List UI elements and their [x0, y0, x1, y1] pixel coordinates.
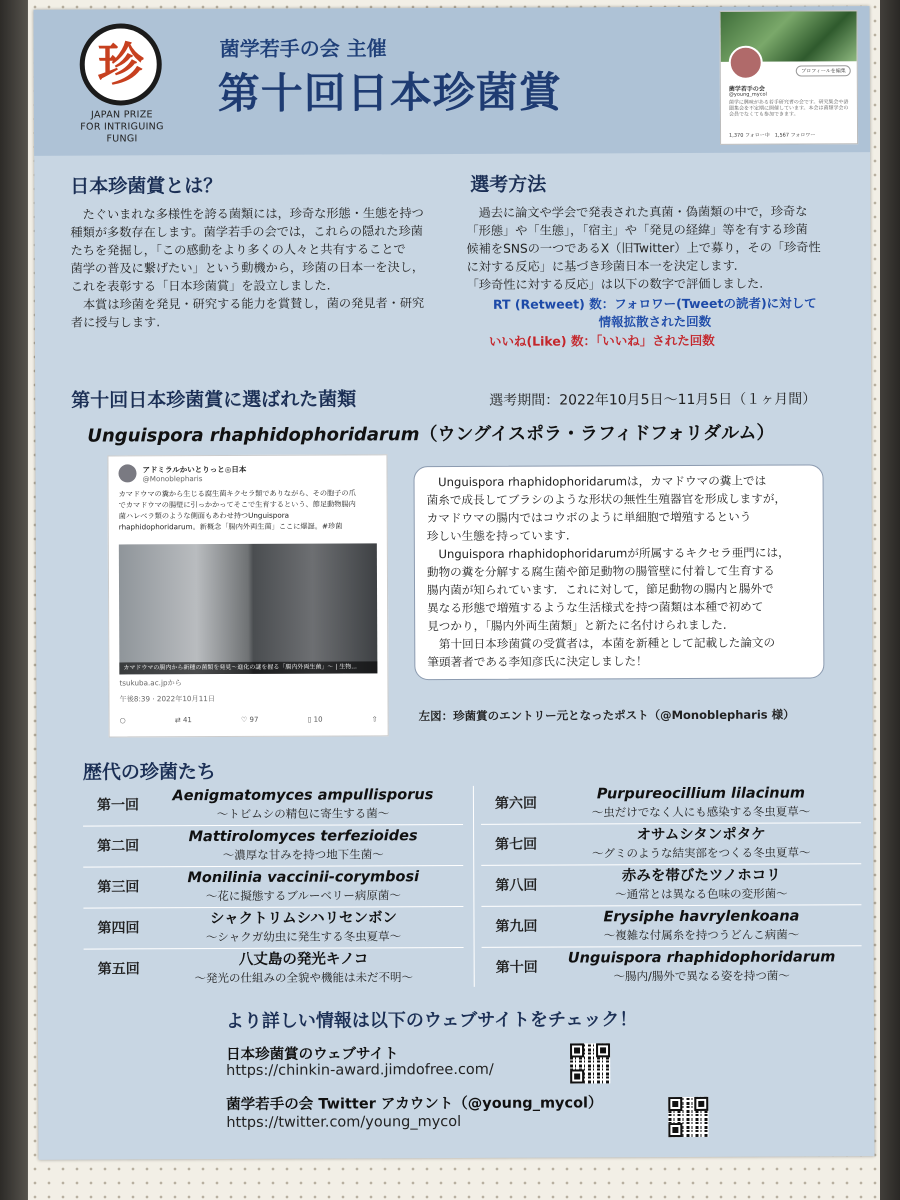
history-fungus-desc: 〜シャクガ幼虫に発生する冬虫夏草〜 [205, 929, 402, 945]
about-title: 日本珍菌賞とは？ [70, 175, 223, 198]
tweet-image [119, 543, 378, 674]
entry-tweet [107, 454, 388, 737]
organizer: 菌学若手の会 主催 [219, 36, 387, 62]
history-round: 第九回 [495, 918, 538, 935]
poster-header [33, 6, 870, 156]
tweet-handle: @Monoblepharis [142, 474, 203, 484]
history-fungus-desc: 〜複雑な付属糸を持つうどんこ病菌〜 [603, 927, 800, 943]
history-round: 第二回 [97, 838, 140, 855]
history-round: 第十回 [495, 959, 538, 976]
twitter-qr-code [668, 1097, 708, 1137]
logo [80, 23, 162, 105]
profile-follow-counts: 1,370 フォロー中 1,567 フォロワー [729, 132, 816, 139]
history-fungus-name: Monilinia vaccinii-corymbosi [187, 869, 420, 887]
history-row [481, 866, 861, 904]
history-fungus-name: 八丈島の発光キノコ [238, 951, 369, 968]
history-column-divider [473, 786, 475, 987]
history-fungus-desc: 〜花に擬態するブルーベリー病原菌〜 [205, 888, 401, 904]
retweet-icon: ⇄ [174, 716, 183, 725]
species-kana: （ウングイスポラ・ラフィドフォリダルム） [419, 422, 775, 446]
site-url[interactable]: https://chinkin-award.jimdofree.com/ [226, 1061, 494, 1079]
like-definition: いいね(Like) 数：「いいね」された回数 [488, 332, 715, 349]
tweet-source: tsukuba.ac.jpから [119, 678, 182, 688]
site-label: 日本珍菌賞のウェブサイト [226, 1046, 399, 1063]
description-text: Unguispora rhaphidophoridarumは，カマドウマの糞上では 菌糸で成長してブラシのような形状の無性生殖器官を形成しますが， カマドウマの腸内ではコウボのように単細胞で増殖するという 珍しい生態を持っています. Unguispora rhaphidophoridarumが所属するキクセラ亜門には， 動物の糞を分解する腐生菌や節足動物の腸管壁に付着して生育する 腸内菌が知られています．これに対して，節足動物の腸内と腸外で 異なる形態で増殖するような生活様式を持つ菌類は本種で初めて 見つかり，「腸内外両生菌類」と新たに名付けられました. 第十回日本珍菌賞の受賞者は，本菌を新種として記載した論文の 筆頭著者である李知彦氏に決定しました！ [426, 473, 790, 670]
history-round: 第七回 [495, 836, 538, 853]
profile-name: 菌学若手の会 [728, 85, 765, 93]
rt-definition: RT (Retweet) 数：フォロワー(Tweetの読者)に対して 情報拡散された回数 [492, 295, 817, 330]
history-fungus-name: Unguispora rhaphidophoridarum [567, 949, 836, 967]
history-fungus-desc: 〜通常とは異なる色味の変形菌〜 [615, 886, 788, 902]
reply-icon: ○ [119, 716, 126, 725]
logo-char: 珍 [97, 37, 144, 92]
history-round: 第四回 [97, 920, 140, 937]
profile-avatar [729, 46, 763, 80]
retweet-count: 41 [182, 716, 192, 725]
history-row [83, 868, 463, 906]
tweet-avatar [118, 464, 136, 482]
history-row [482, 948, 862, 986]
history-fungus-name: Aenigmatomyces ampullisporus [172, 787, 434, 805]
main-title: 第十回日本珍菌賞 [217, 67, 562, 119]
history-fungus-desc: 〜発光の仕組みの全貌や機能は未だ不明〜 [194, 970, 414, 986]
logo-text [70, 109, 174, 145]
history-fungus-name: Purpureocillium lilacinum [596, 785, 806, 803]
site-qr-code [570, 1043, 610, 1083]
about-text: たぐいまれな多様性を誇る菌類には，珍奇な形態・生態を持つ 種類が多数存在します。菌学若手の会では，これらの隠れた珍菌 たちを発掘し，「この感動をより多くの人々と共有することで 菌学の普及に繋げたい」という動機から，珍菌の日本一を決し， これを表彰する「日本珍菌賞」を設立しました. 本賞は珍菌を発見・研究する能力を賞賛し，菌の発見者・研究 者に授与します. [70, 206, 425, 330]
history-row [83, 827, 463, 865]
tweet-actions [120, 715, 378, 724]
twitter-url[interactable]: https://twitter.com/young_mycol [226, 1113, 462, 1131]
history-fungus-name: オサムシタンポタケ [636, 826, 766, 844]
winner-species [87, 419, 774, 448]
like-stat [241, 716, 258, 724]
tweet-time: 午後8:39 · 2022年10月11日 [119, 694, 216, 704]
logo-text-line2: FOR INTRIGUING FUNGI [80, 121, 164, 145]
history-fungus-desc: 〜グミのような結実部をつくる冬虫夏草〜 [591, 845, 811, 861]
edit-profile-button: プロフィールを編集 [796, 65, 851, 76]
history-row [84, 950, 464, 988]
history-fungus-name: Mattirolomyces terfezioides [188, 828, 418, 846]
share-icon: ⇧ [371, 715, 378, 724]
history-title: 歴代の珍菌たち [82, 761, 216, 784]
bookmark-icon: ▯ [307, 715, 314, 724]
history-row [481, 825, 861, 863]
history-fungus-desc: 〜トビムシの精包に寄生する菌〜 [216, 806, 390, 822]
history-fungus-desc: 〜腸内/腸外で異なる姿を持つ菌〜 [613, 968, 790, 984]
method-title: 選考方法 [470, 173, 547, 196]
web-title: より詳しい情報は以下のウェブサイトをチェック！ [225, 1009, 638, 1032]
history-row [481, 907, 861, 945]
history-fungus-name: シャクトリムシハリセンボン [209, 910, 398, 928]
poster [33, 6, 874, 1160]
bookmark-stat [308, 716, 323, 724]
logo-text-line1: JAPAN PRIZE [91, 109, 153, 121]
method-text: 過去に論文や学会で発表された真菌・偽菌類の中で，珍奇な 「形態」や「生態」，「宿主」や「発見の経緯」等を有する珍菌 候補をSNSの一つであるX（旧Twitter）上で募り，その「珍奇性 に対する反応」に基づき珍菌日本一を決定します． 「珍奇性に対する反応」は以下の数字で評価しました. [466, 204, 821, 292]
history-row [83, 786, 463, 824]
selection-period: 選考期間：2022年10月5日〜11月5日（１ヶ月間） [489, 391, 817, 409]
figure-caption: 左図：珍菌賞のエントリー元となったポスト（@Monoblepharis 様） [418, 707, 795, 724]
history-round: 第六回 [494, 795, 537, 812]
profile-bio: 菌学に興味がある若手研究者の会です。研究集会や語圏集会を不定期に開催しています。本会は菌類学会の会員でなくても参加できます。 [728, 99, 849, 118]
tweet-author: アドミラルかいとりっと◎日本 [142, 464, 247, 475]
species-latin: Unguispora rhaphidophoridarum [87, 424, 420, 447]
history-round: 第八回 [495, 877, 538, 894]
tweet-text: カマドウマの糞から生じる腐生菌キクセラ類でありながら、その胞子の爪 でカマドウマの腸壁に引っかかってそこで生育するという、節足動物腸内 菌ハレベラ類のような側面もあわせ持つUnguispora rhaphidophoridarum。新概念「腸内外両生菌」ここに爆誕。#珍菌 [118, 488, 356, 532]
profile-handle: @young_mycol [728, 91, 767, 98]
history-fungus-desc: 〜濃厚な甘みを持つ地下生菌〜 [222, 847, 384, 863]
tweet-image-caption: カマドウマの腸内から新種の菌類を発見〜進化の謎を握る「腸内外両生菌」〜 | 生物... [119, 661, 377, 674]
history-fungus-desc: 〜虫だけでなく人にも感染する冬虫夏草〜 [591, 804, 811, 820]
description-bubble [413, 464, 824, 680]
twitter-profile-card [720, 10, 859, 145]
retweet-stat [175, 716, 192, 724]
history-row [481, 784, 861, 822]
history-fungus-name: Erysiphe havrylenkoana [603, 908, 800, 926]
history-row [83, 909, 463, 947]
history-fungus-name: 赤みを帯びたツノホコリ [621, 867, 781, 885]
winner-title: 第十回日本珍菌賞に選ばれた菌類 [71, 388, 357, 412]
history-round: 第三回 [97, 879, 140, 896]
history-round: 第一回 [96, 797, 140, 814]
history-round: 第五回 [97, 961, 140, 978]
heart-icon: ♡ [240, 715, 250, 724]
like-count: 97 [249, 715, 259, 724]
twitter-label: 菌学若手の会 Twitter アカウント（@young_mycol） [226, 1095, 603, 1113]
bookmark-count: 10 [313, 715, 323, 724]
